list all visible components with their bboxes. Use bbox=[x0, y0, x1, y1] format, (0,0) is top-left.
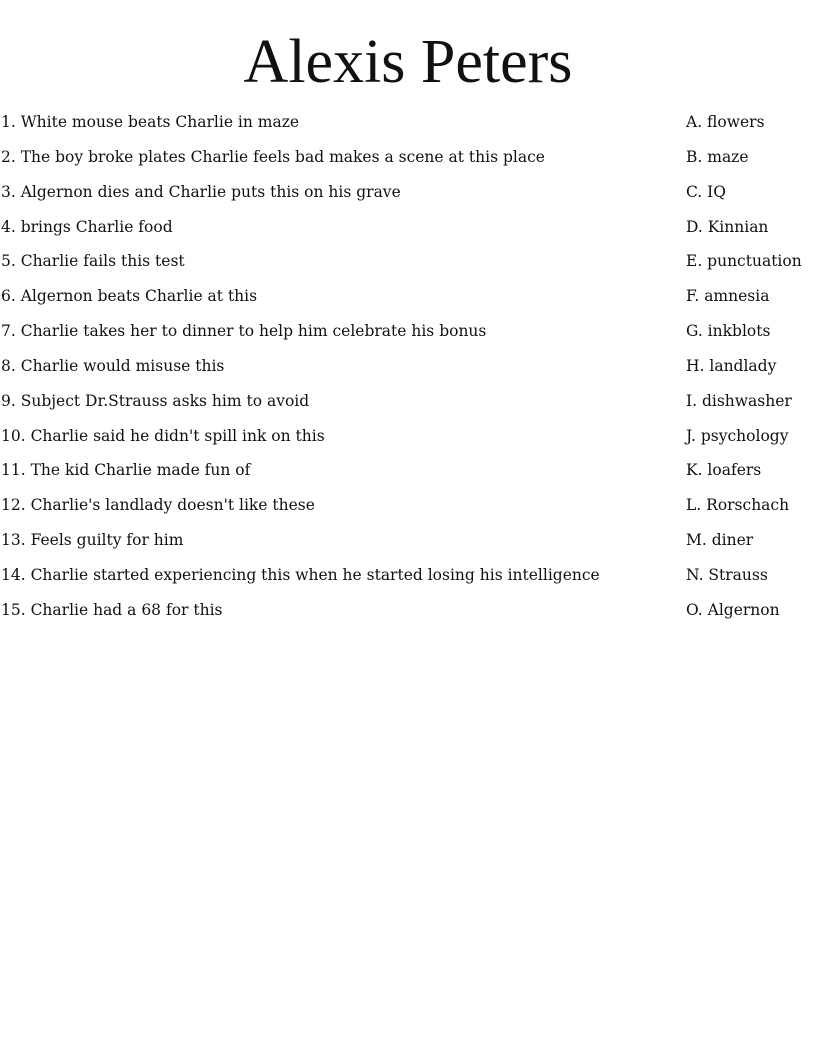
clue-text: 1. White mouse beats Charlie in maze bbox=[1, 113, 300, 131]
answer-option: E. punctuation bbox=[686, 252, 802, 271]
list-item bbox=[0, 389, 816, 424]
clue-text: 13. Feels guilty for him bbox=[1, 531, 184, 550]
list-item bbox=[0, 145, 816, 180]
list-item bbox=[0, 598, 816, 633]
answer-option: H. landlady bbox=[686, 356, 777, 375]
answer-option: L. Rorschach bbox=[686, 496, 790, 515]
clue-text: 8. Charlie would misuse this bbox=[1, 356, 225, 375]
answer-option: F. amnesia bbox=[686, 287, 770, 306]
answer-option: J. psychology bbox=[686, 426, 789, 445]
list-item bbox=[0, 354, 816, 389]
answer-option: A. flowers bbox=[686, 113, 765, 131]
clue-text: 9. Subject Dr.Strauss asks him to avoid bbox=[1, 391, 310, 410]
answer-option: K. loafers bbox=[686, 461, 762, 480]
list-item bbox=[0, 319, 816, 354]
clue-text: 6. Algernon beats Charlie at this bbox=[1, 287, 258, 306]
list-item bbox=[0, 493, 816, 528]
list-item bbox=[0, 249, 816, 284]
list-item bbox=[0, 528, 816, 563]
answer-option: M. diner bbox=[686, 531, 754, 550]
clue-text: 2. The boy broke plates Charlie feels bad makes a scene at this place bbox=[1, 147, 545, 166]
list-item bbox=[0, 215, 816, 250]
answer-option: G. inkblots bbox=[686, 322, 771, 341]
clue-text: 4. brings Charlie food bbox=[1, 217, 173, 236]
clue-text: 3. Algernon dies and Charlie puts this on his grave bbox=[1, 182, 401, 201]
answer-option: D. Kinnian bbox=[686, 217, 769, 236]
clue-text: 5. Charlie fails this test bbox=[1, 252, 185, 271]
list-item bbox=[0, 180, 816, 215]
answer-option: B. maze bbox=[686, 147, 749, 166]
list-item bbox=[0, 563, 816, 598]
clue-text: 12. Charlie's landlady doesn't like these bbox=[1, 496, 315, 515]
answer-option: C. IQ bbox=[686, 182, 726, 201]
list-item bbox=[0, 458, 816, 493]
clue-text: 10. Charlie said he didn't spill ink on this bbox=[1, 426, 325, 445]
answer-option: I. dishwasher bbox=[686, 391, 792, 410]
list-item bbox=[0, 284, 816, 319]
page-title: Alexis Peters bbox=[243, 28, 573, 96]
clue-text: 14. Charlie started experiencing this when he started losing his intelligence bbox=[1, 565, 600, 584]
list-item bbox=[0, 424, 816, 459]
clue-text: 11. The kid Charlie made fun of bbox=[1, 461, 251, 480]
matching-list bbox=[0, 110, 816, 633]
list-item bbox=[0, 110, 816, 145]
clue-text: 15. Charlie had a 68 for this bbox=[1, 600, 223, 619]
answer-option: N. Strauss bbox=[686, 565, 768, 584]
clue-text: 7. Charlie takes her to dinner to help him celebrate his bonus bbox=[1, 322, 487, 341]
answer-option: O. Algernon bbox=[686, 600, 780, 619]
